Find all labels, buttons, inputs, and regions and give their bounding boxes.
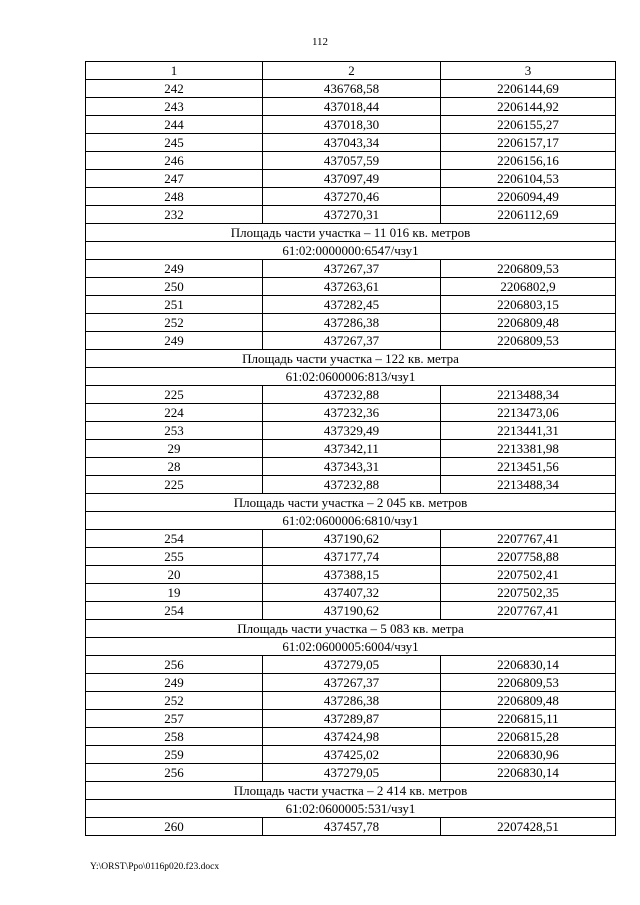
point-number-cell: 249 [86,260,263,278]
table-section-row [86,620,616,638]
section-caption-cell: Площадь части участка – 2 045 кв. метров [86,494,616,512]
y-coordinate-cell: 2206155,27 [441,116,616,134]
y-coordinate-cell: 2213381,98 [441,440,616,458]
column-header-1: 1 [86,62,263,80]
table-row [86,764,616,782]
point-number-cell: 248 [86,188,263,206]
table-row [86,422,616,440]
table-row [86,170,616,188]
x-coordinate-cell: 437342,11 [263,440,441,458]
table-row [86,134,616,152]
table-row [86,674,616,692]
table-row [86,404,616,422]
table-row [86,260,616,278]
section-caption-cell: 61:02:0000000:6547/чзу1 [86,242,616,260]
point-number-cell: 252 [86,314,263,332]
x-coordinate-cell: 437232,88 [263,476,441,494]
point-number-cell: 28 [86,458,263,476]
y-coordinate-cell: 2207502,35 [441,584,616,602]
x-coordinate-cell: 437057,59 [263,152,441,170]
y-coordinate-cell: 2213473,06 [441,404,616,422]
section-caption-cell: 61:02:0600005:531/чзу1 [86,800,616,818]
y-coordinate-cell: 2206802,9 [441,278,616,296]
table-row [86,584,616,602]
x-coordinate-cell: 437018,30 [263,116,441,134]
x-coordinate-cell: 437190,62 [263,530,441,548]
y-coordinate-cell: 2207428,51 [441,818,616,836]
x-coordinate-cell: 437282,45 [263,296,441,314]
section-caption-cell: 61:02:0600006:6810/чзу1 [86,512,616,530]
y-coordinate-cell: 2207758,88 [441,548,616,566]
table-row [86,206,616,224]
table-section-row [86,242,616,260]
x-coordinate-cell: 437043,34 [263,134,441,152]
x-coordinate-cell: 437267,37 [263,674,441,692]
table-header-row [86,62,616,80]
section-caption-cell: Площадь части участка – 2 414 кв. метров [86,782,616,800]
table-row [86,116,616,134]
y-coordinate-cell: 2207767,41 [441,602,616,620]
y-coordinate-cell: 2206809,48 [441,314,616,332]
point-number-cell: 256 [86,764,263,782]
point-number-cell: 242 [86,80,263,98]
table-row [86,98,616,116]
section-caption-cell: 61:02:0600005:6004/чзу1 [86,638,616,656]
section-caption-cell: Площадь части участка – 11 016 кв. метров [86,224,616,242]
point-number-cell: 232 [86,206,263,224]
table-row [86,296,616,314]
y-coordinate-cell: 2206104,53 [441,170,616,188]
point-number-cell: 247 [86,170,263,188]
table-row [86,386,616,404]
y-coordinate-cell: 2206809,53 [441,332,616,350]
x-coordinate-cell: 437267,37 [263,260,441,278]
x-coordinate-cell: 437018,44 [263,98,441,116]
y-coordinate-cell: 2206094,49 [441,188,616,206]
y-coordinate-cell: 2207502,41 [441,566,616,584]
x-coordinate-cell: 437343,31 [263,458,441,476]
table-section-row [86,224,616,242]
y-coordinate-cell: 2206112,69 [441,206,616,224]
x-coordinate-cell: 437286,38 [263,314,441,332]
y-coordinate-cell: 2206157,17 [441,134,616,152]
column-header-3: 3 [441,62,616,80]
x-coordinate-cell: 437388,15 [263,566,441,584]
point-number-cell: 254 [86,602,263,620]
point-number-cell: 249 [86,332,263,350]
x-coordinate-cell: 437232,88 [263,386,441,404]
table-section-row [86,782,616,800]
x-coordinate-cell: 437190,62 [263,602,441,620]
table-row [86,656,616,674]
x-coordinate-cell: 437407,32 [263,584,441,602]
point-number-cell: 29 [86,440,263,458]
x-coordinate-cell: 437425,02 [263,746,441,764]
y-coordinate-cell: 2213441,31 [441,422,616,440]
column-header-2: 2 [263,62,441,80]
section-caption-cell: Площадь части участка – 122 кв. метра [86,350,616,368]
y-coordinate-cell: 2206809,53 [441,260,616,278]
point-number-cell: 225 [86,476,263,494]
table-section-row [86,494,616,512]
y-coordinate-cell: 2206156,16 [441,152,616,170]
table-row [86,818,616,836]
table-row [86,476,616,494]
table-row [86,566,616,584]
table-section-row [86,368,616,386]
table-row [86,602,616,620]
point-number-cell: 257 [86,710,263,728]
point-number-cell: 254 [86,530,263,548]
x-coordinate-cell: 437270,46 [263,188,441,206]
y-coordinate-cell: 2206144,69 [441,80,616,98]
point-number-cell: 20 [86,566,263,584]
table-section-row [86,350,616,368]
point-number-cell: 252 [86,692,263,710]
y-coordinate-cell: 2206815,28 [441,728,616,746]
table-row [86,314,616,332]
y-coordinate-cell: 2206809,48 [441,692,616,710]
coordinates-table [85,61,616,836]
page-number: 112 [311,36,329,48]
y-coordinate-cell: 2207767,41 [441,530,616,548]
x-coordinate-cell: 437177,74 [263,548,441,566]
point-number-cell: 246 [86,152,263,170]
point-number-cell: 250 [86,278,263,296]
x-coordinate-cell: 437329,49 [263,422,441,440]
x-coordinate-cell: 437286,38 [263,692,441,710]
table-section-row [86,512,616,530]
x-coordinate-cell: 437289,87 [263,710,441,728]
x-coordinate-cell: 437279,05 [263,656,441,674]
section-caption-cell: Площадь части участка – 5 083 кв. метра [86,620,616,638]
point-number-cell: 243 [86,98,263,116]
table-row [86,152,616,170]
table-row [86,746,616,764]
y-coordinate-cell: 2206144,92 [441,98,616,116]
table-section-row [86,638,616,656]
x-coordinate-cell: 437097,49 [263,170,441,188]
point-number-cell: 259 [86,746,263,764]
point-number-cell: 225 [86,386,263,404]
table-row [86,332,616,350]
point-number-cell: 244 [86,116,263,134]
point-number-cell: 258 [86,728,263,746]
table-row [86,530,616,548]
table-row [86,548,616,566]
y-coordinate-cell: 2206815,11 [441,710,616,728]
document-file-path: Y:\ORST\Ppo\0116p020.f23.docx [90,862,220,872]
x-coordinate-cell: 437232,36 [263,404,441,422]
y-coordinate-cell: 2206803,15 [441,296,616,314]
y-coordinate-cell: 2206830,14 [441,656,616,674]
x-coordinate-cell: 437263,61 [263,278,441,296]
table-row [86,458,616,476]
point-number-cell: 19 [86,584,263,602]
coordinates-table-body [86,62,616,836]
y-coordinate-cell: 2213451,56 [441,458,616,476]
point-number-cell: 224 [86,404,263,422]
point-number-cell: 260 [86,818,263,836]
x-coordinate-cell: 437424,98 [263,728,441,746]
point-number-cell: 249 [86,674,263,692]
point-number-cell: 245 [86,134,263,152]
point-number-cell: 256 [86,656,263,674]
y-coordinate-cell: 2206809,53 [441,674,616,692]
section-caption-cell: 61:02:0600006:813/чзу1 [86,368,616,386]
point-number-cell: 255 [86,548,263,566]
table-row [86,278,616,296]
y-coordinate-cell: 2213488,34 [441,386,616,404]
table-row [86,188,616,206]
x-coordinate-cell: 437267,37 [263,332,441,350]
y-coordinate-cell: 2206830,14 [441,764,616,782]
point-number-cell: 253 [86,422,263,440]
x-coordinate-cell: 437457,78 [263,818,441,836]
table-row [86,728,616,746]
x-coordinate-cell: 437270,31 [263,206,441,224]
y-coordinate-cell: 2213488,34 [441,476,616,494]
x-coordinate-cell: 437279,05 [263,764,441,782]
y-coordinate-cell: 2206830,96 [441,746,616,764]
table-row [86,440,616,458]
point-number-cell: 251 [86,296,263,314]
x-coordinate-cell: 436768,58 [263,80,441,98]
table-row [86,692,616,710]
table-row [86,80,616,98]
table-section-row [86,800,616,818]
table-row [86,710,616,728]
